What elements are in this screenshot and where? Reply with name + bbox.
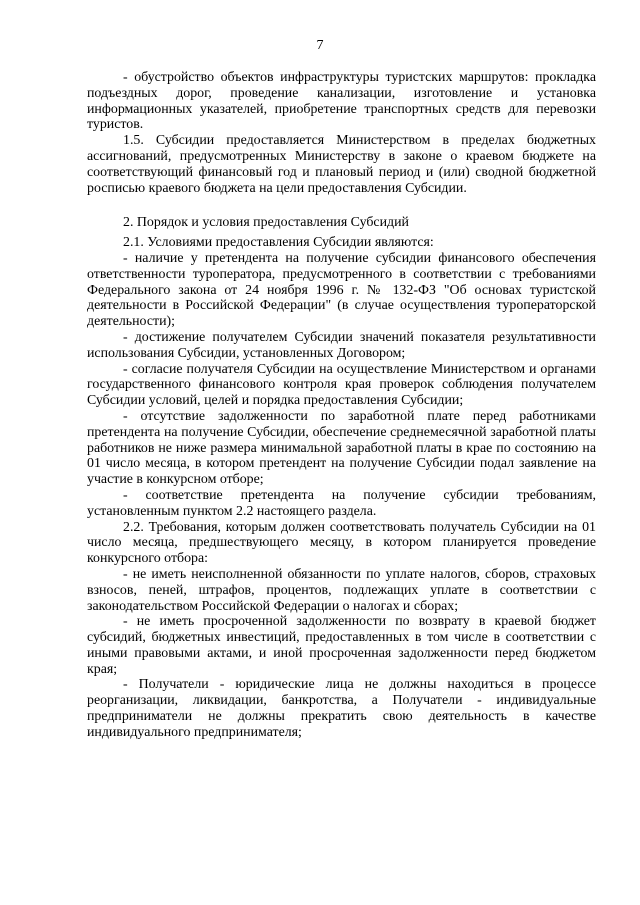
page-number: 7 [316,38,324,53]
section-heading: 2. Порядок и условия предоставления Субсидий [123,215,409,231]
bullet-infrastructure: - обустройство объектов инфраструктуры туристских маршрутов: прокладка подъездных дорог, проведение канализации, изготовление и установка информационных указателей, приобретение транспортных средств для перевозки туристов. [87,70,596,133]
condition-item: - отсутствие задолженности по заработной плате перед работниками претендента на получение Субсидии, обеспечение среднемесячной заработной платы работников не ниже размера минимальной заработной платы в крае по состоянию на 01 число месяца, в котором претендент на получение Субсидии подал заявление на участие в конкурсном отборе; [87,408,596,488]
paragraph-2-2: 2.2. Требования, которым должен соответствовать получатель Субсидии на 01 число месяца, предшествующего месяцу, в котором планируется проведение конкурсного отбора: [87,519,596,567]
condition-item: - наличие у претендента на получение субсидии финансового обеспечения ответственности туроператора, предусмотренного в соответствии с требованиями Федерального закона от 24 ноября 1996 г. № 132-ФЗ "Об основах туристской деятельности в Российской Федерации" (в случае осуществления туроператорской деятельности); [87,250,596,330]
requirement-item: - не иметь просроченной задолженности по возврату в краевой бюджет субсидий, бюджетных инвестиций, предоставленных в том числе в соответствии с иными правовыми актами, и иной просроченная задолженности перед бюджетом края; [87,614,596,677]
paragraph-1-5: 1.5. Субсидии предоставляется Министерством в пределах бюджетных ассигнований, предусмотренных Министерству в законе о краевом бюджете на соответствующий финансовый год и плановый период и (или) сводной бюджетной росписью краевого бюджета на цели предоставления Субсидии. [87,133,596,196]
condition-item: - достижение получателем Субсидии значений показателя результативности использования Субсидии, установленных Договором; [87,329,596,361]
paragraph-2-1: 2.1. Условиями предоставления Субсидии являются: [123,235,434,251]
requirement-item: - Получатели - юридические лица не должны находиться в процессе реорганизации, ликвидации, банкротства, а Получатели - индивидуальные предприниматели не должны прекратить свою деятельность в качестве индивидуального предпринимателя; [87,677,596,740]
requirement-item: - не иметь неисполненной обязанности по уплате налогов, сборов, страховых взносов, пеней, штрафов, процентов, подлежащих уплате в соответствии с законодательством Российской Федерации о налогах и сборах; [87,566,596,614]
condition-item: - согласие получателя Субсидии на осуществление Министерством и органами государственного финансового контроля края проверок соблюдения получателем Субсидии условий, целей и порядка предоставления Субсидии; [87,361,596,409]
document-body [87,70,596,741]
condition-item: - соответствие претендента на получение субсидии требованиям, установленным пунктом 2.2 настоящего раздела. [87,487,596,519]
